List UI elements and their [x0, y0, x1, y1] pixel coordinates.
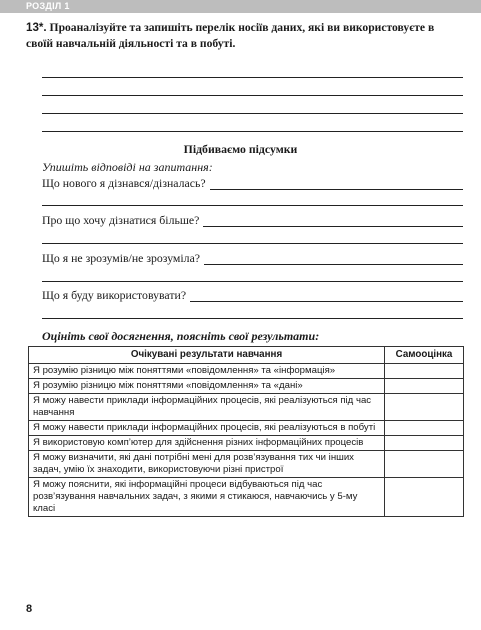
table-row: [29, 451, 464, 478]
table-row: [29, 394, 464, 421]
question-row: [42, 251, 463, 267]
page-number: 8: [26, 603, 33, 615]
summary-heading: Підбиваємо підсумки: [183, 142, 298, 156]
self-score-cell[interactable]: [385, 421, 464, 436]
question-text: Що я не зрозумів/не зрозуміла?: [42, 251, 204, 266]
self-score-cell[interactable]: [385, 436, 464, 451]
answer-line: [42, 113, 463, 114]
section-header-band: [0, 0, 481, 13]
self-score-cell[interactable]: [385, 379, 464, 394]
task-13: [26, 20, 456, 52]
self-score-cell[interactable]: [385, 451, 464, 478]
outcome-cell: Я можу визначити, які дані потрібні мені для розв’язування тих чи інших задач, умію їх знаходити, використовуючи різні пристрої: [29, 451, 385, 478]
table-row: [29, 364, 464, 379]
table-header-row: [29, 347, 464, 364]
question-text: Про що хочу дізнатися більше?: [42, 213, 203, 228]
question-text: Що я буду використовувати?: [42, 288, 190, 303]
answer-line: [42, 243, 463, 244]
question-row: [42, 176, 463, 192]
column-header-self-score: Самооцінка: [385, 347, 464, 364]
table-row: [29, 436, 464, 451]
table-row: [29, 478, 464, 517]
answer-line: [42, 95, 463, 96]
summary-instruction: Упишіть відповіді на запитання:: [42, 160, 213, 174]
section-label: РОЗДІЛ 1: [26, 1, 70, 11]
column-header-outcomes: Очікувані результати навчання: [29, 347, 385, 364]
question-row: [42, 213, 463, 229]
question-text: Що нового я дізнався/дізналась?: [42, 176, 210, 191]
answer-line: [42, 205, 463, 206]
outcome-cell: Я можу навести приклади інформаційних процесів, які реалізуються під час навчання: [29, 394, 385, 421]
assessment-instruction: Оцініть свої досягнення, поясніть свої результати:: [42, 329, 320, 343]
task-number: 13*.: [26, 21, 47, 34]
outcome-cell: Я розумію різницю між поняттями «повідомлення» та «інформація»: [29, 364, 385, 379]
task-text: Проаналізуйте та запишіть перелік носіїв даних, які ви використовуєте в своїй навчальній діяльності та в побуті.: [26, 21, 435, 50]
answer-line: [42, 281, 463, 282]
self-score-cell[interactable]: [385, 364, 464, 379]
self-score-cell[interactable]: [385, 394, 464, 421]
self-score-cell[interactable]: [385, 478, 464, 517]
answer-line: [42, 318, 463, 319]
table-row: [29, 421, 464, 436]
outcome-cell: Я розумію різницю між поняттями «повідомлення» та «дані»: [29, 379, 385, 394]
outcome-cell: Я можу пояснити, які інформаційні процеси відбуваються під час розв’язування навчальних задач, з якими я стикаюся, навчаючись у 5-му класі: [29, 478, 385, 517]
outcome-cell: Я використовую комп’ютер для здійснення різних інформаційних процесів: [29, 436, 385, 451]
question-row: [42, 288, 463, 304]
self-assessment-table: [28, 346, 464, 517]
table-row: [29, 379, 464, 394]
outcome-cell: Я можу навести приклади інформаційних процесів, які реалізуються в побуті: [29, 421, 385, 436]
answer-line: [42, 131, 463, 132]
answer-line: [42, 77, 463, 78]
